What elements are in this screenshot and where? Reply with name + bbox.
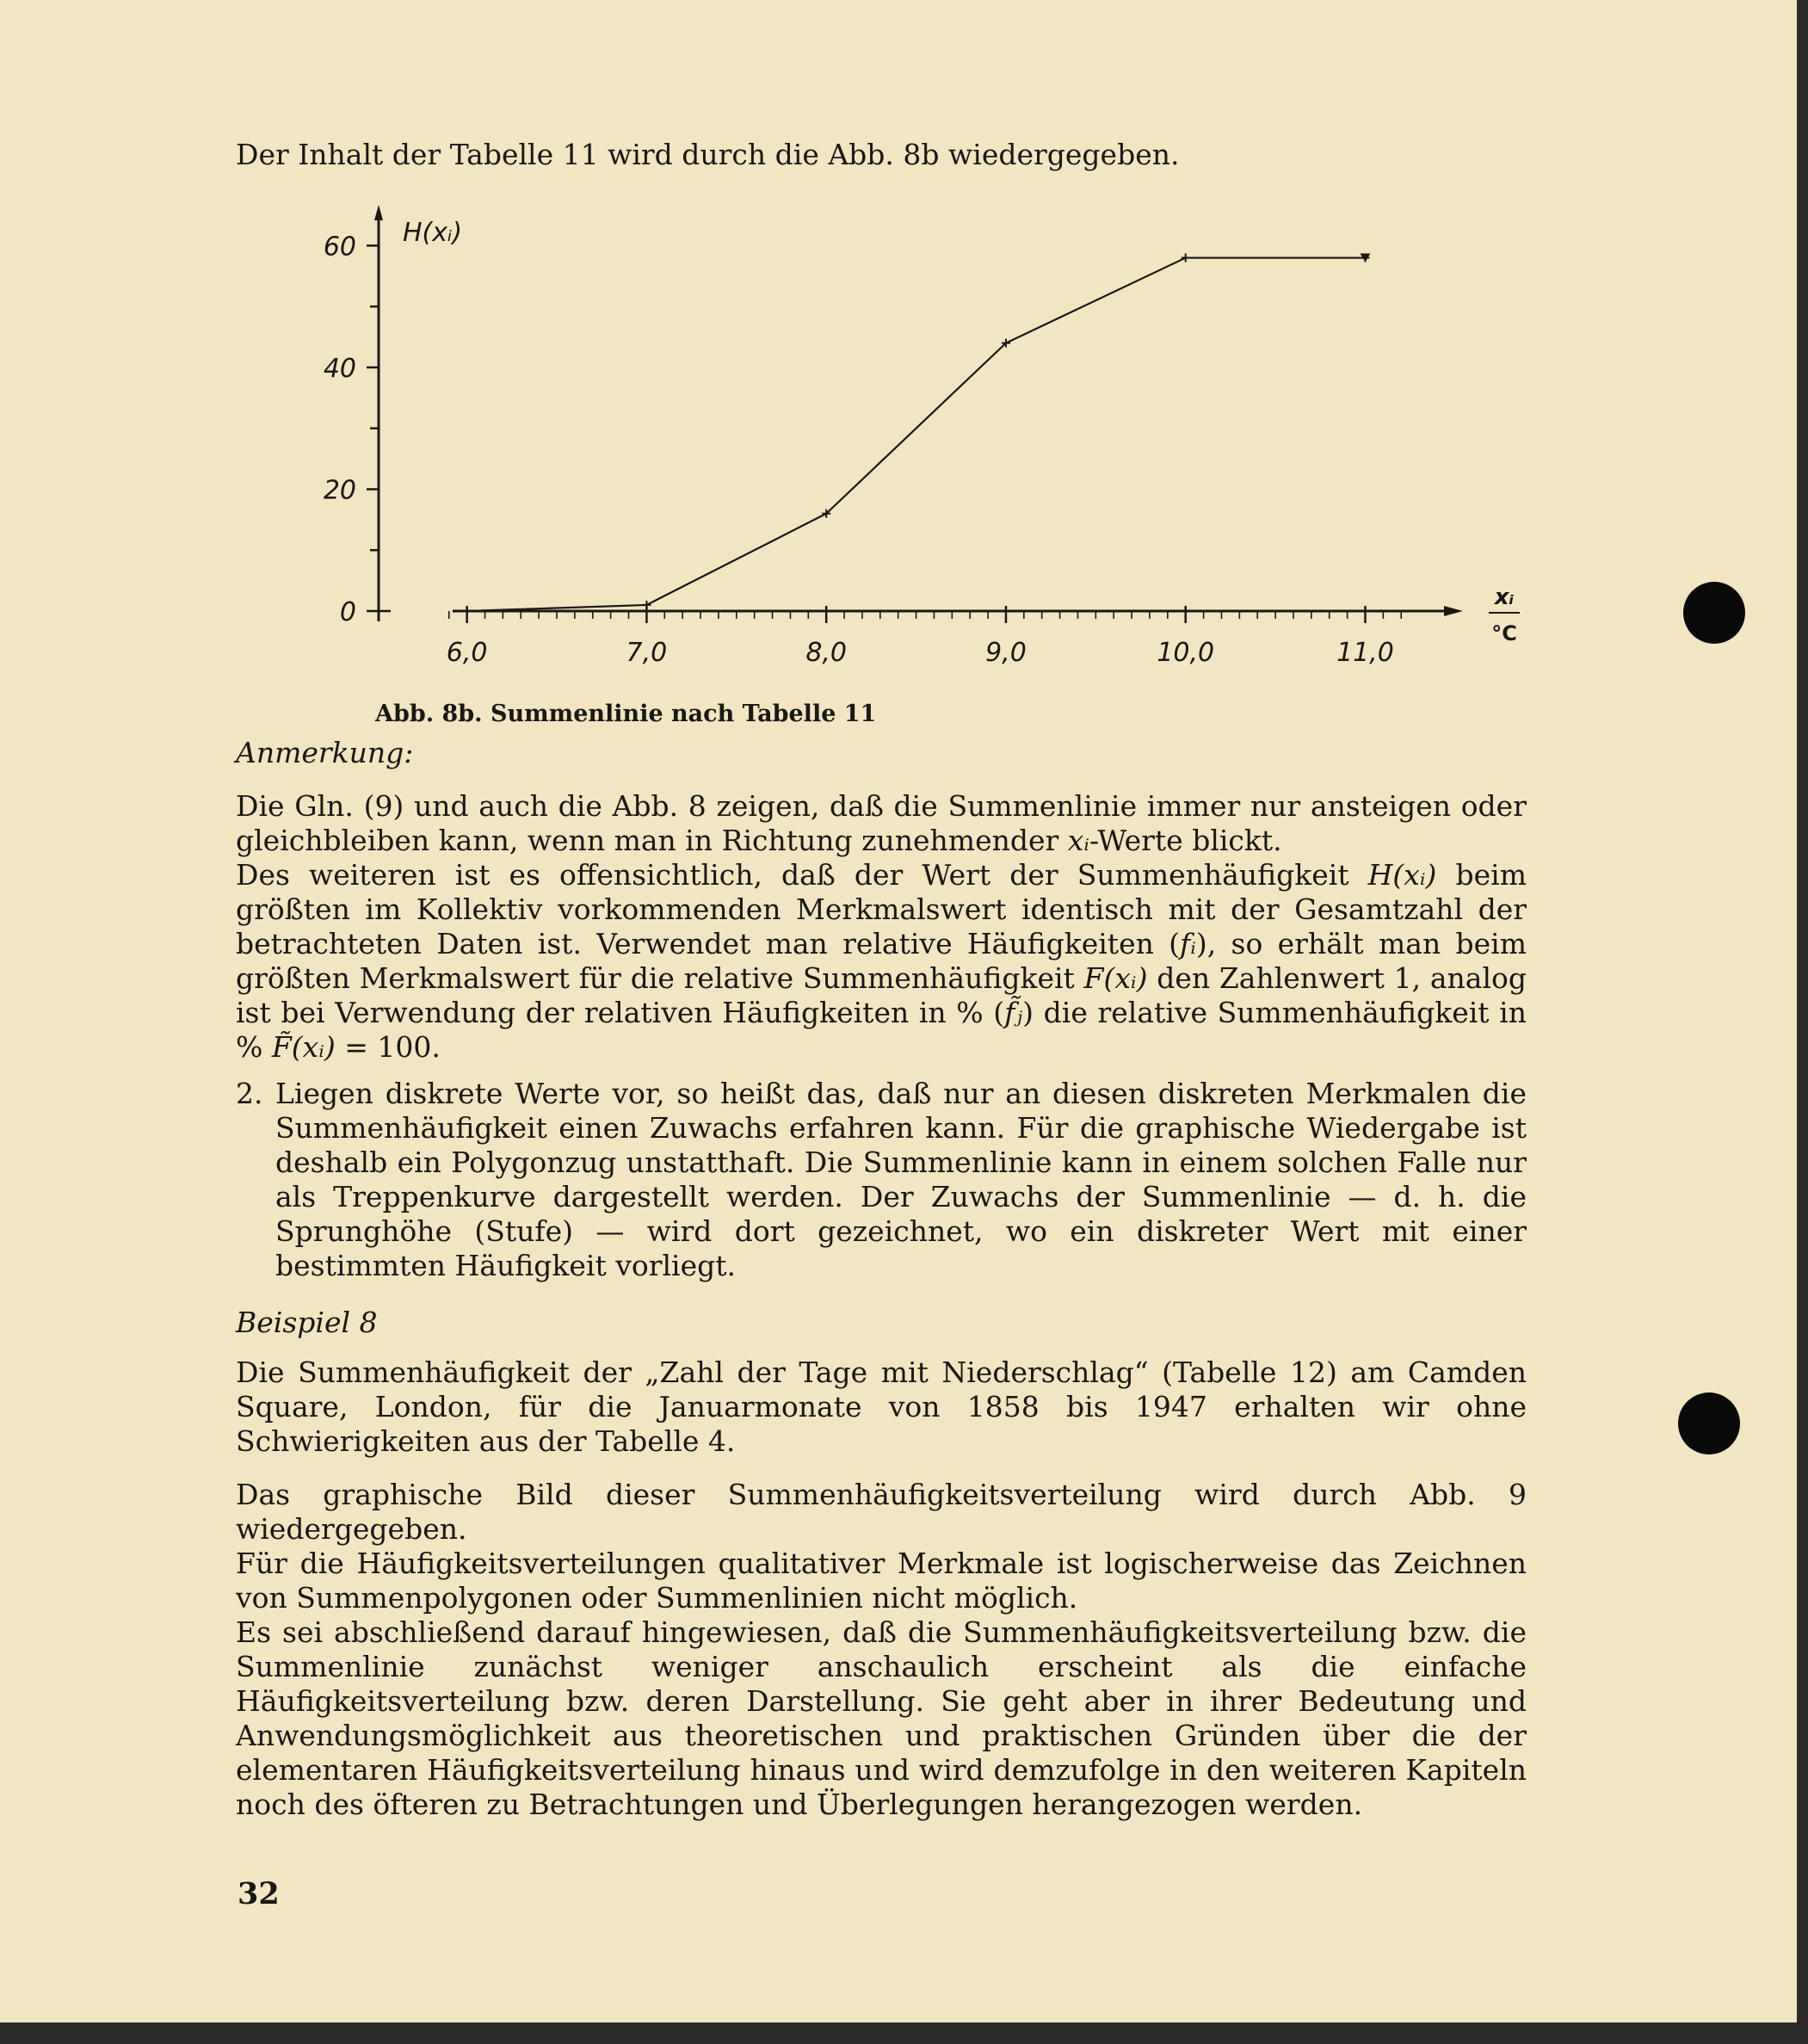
paragraph-6: Es sei abschließend darauf hingewiesen, daß die Summenhäufigkeitsverteilung bzw. die Summenlinie zunächst weniger anschaulich erscheint als die einfache Häufigkeitsverteilung bzw. deren Darstellung. Sie geht aber in ihrer Bedeutung und Anwendungsmöglichkeit aus theoretischen und praktischen Gründen über die der elementaren Häufigkeitsverteilung hinaus und wird demzufolge in den weiteren Kapiteln noch des öfteren zu Betrachtungen und Überlegungen herangezogen werden. bbox=[236, 1615, 1527, 1821]
punch-hole-bottom bbox=[1678, 1393, 1740, 1454]
paragraph-5: Für die Häufigkeitsverteilungen qualitativer Merkmale ist logischerweise das Zeichnen von Summenpolygonen oder Summenlinien nicht möglich. bbox=[236, 1547, 1527, 1615]
math-H-xi: H(xᵢ) bbox=[1367, 858, 1437, 892]
data-point bbox=[1182, 254, 1190, 262]
figure-caption: Abb. 8b. Summenlinie nach Tabelle 11 bbox=[375, 701, 877, 727]
numbered-item-2 bbox=[236, 1077, 1527, 1283]
paragraph-2-text-c: ), so erhält man beim größten Merkmalswert für die relative Summenhäufigkeit bbox=[236, 927, 1527, 995]
punch-hole-top bbox=[1683, 582, 1745, 644]
math-fj-tilde: f̃ⱼ bbox=[1004, 996, 1023, 1029]
math-fi: fᵢ bbox=[1180, 927, 1196, 960]
y-tick-label-20: 20 bbox=[323, 475, 356, 506]
beispiel-heading: Beispiel 8 bbox=[236, 1306, 378, 1339]
item-text: Liegen diskrete Werte vor, so heißt das, daß nur an diesen diskreten Merkmalen die Summenhäufigkeit einen Zuwachs erfahren kann. Für die graphische Wiedergabe ist deshalb ein Polygonzug unstatthaft. Die Summenlinie kann in einem solchen Falle nur als Treppenkurve dargestellt werden. Der Zuwachs der Summenlinie — d. h. die Sprunghöhe (Stufe) — wird dort gezeichnet, wo ein diskreter Wert mit einer bestimmten Häufigkeit vorliegt. bbox=[275, 1077, 1527, 1282]
y-tick-label-40: 40 bbox=[323, 353, 356, 384]
x-tick-label-7,0: 7,0 bbox=[626, 638, 668, 668]
math-F-tilde-xi: F̃(xᵢ) bbox=[271, 1030, 336, 1064]
paragraph-1-text-a: Die Gln. (9) und auch die Abb. 8 zeigen, daß die Summenlinie immer nur ansteigen oder gleichbleiben kann, wenn man in Richtung zunehmender bbox=[236, 789, 1527, 857]
paragraph-2-text-b: beim größten im Kollektiv vorkommenden Merkmalswert identisch mit der Gesamtzahl der betrachteten Daten ist. Verwendet man relative Häufigkeiten ( bbox=[236, 858, 1527, 960]
paragraph-2-text-f: = 100. bbox=[335, 1030, 441, 1064]
paragraph-4: Das graphische Bild dieser Summenhäufigkeitsverteilung wird durch Abb. 9 wiedergegeben. bbox=[236, 1478, 1527, 1546]
paragraph-1-text-b: -Werte blickt. bbox=[1089, 824, 1282, 857]
paragraph-2-text-e: ) die relative Summenhäufigkeit in % bbox=[236, 996, 1527, 1064]
paragraph-2-text-d: den Zahlenwert 1, analog ist bei Verwendung der relativen Häufigkeiten in % ( bbox=[236, 961, 1527, 1029]
intro-sentence: Der Inhalt der Tabelle 11 wird durch die Abb. 8b wiedergegeben. bbox=[236, 138, 1180, 171]
text-block bbox=[236, 138, 1527, 1822]
y-tick-label-0: 0 bbox=[339, 597, 356, 627]
paragraph-1 bbox=[236, 789, 1527, 858]
cumulative-frequency-chart bbox=[232, 198, 1517, 701]
x-tick-label-6,0: 6,0 bbox=[446, 638, 488, 668]
x-tick-label-9,0: 9,0 bbox=[985, 638, 1027, 668]
y-tick-label-60: 60 bbox=[323, 232, 356, 262]
x-tick-label-11,0: 11,0 bbox=[1336, 638, 1394, 668]
paragraph-3: Die Summenhäufigkeit der „Zahl der Tage mit Niederschlag“ (Tabelle 12) am Camden Square, London, für die Januarmonate von 1858 bis 1947 erhalten wir ohne Schwierigkeiten aus der Tabelle 4. bbox=[236, 1355, 1527, 1458]
x-tick-label-10,0: 10,0 bbox=[1157, 638, 1215, 668]
series-line bbox=[467, 258, 1366, 611]
paragraph-2-text-a: Des weiteren ist es offensichtlich, daß der Wert der Summenhäufigkeit bbox=[236, 858, 1368, 892]
math-xi: xᵢ bbox=[1067, 824, 1090, 857]
chart-root bbox=[324, 205, 1520, 668]
x-axis-label-bottom: °C bbox=[1491, 621, 1517, 645]
x-axis-arrow bbox=[1444, 606, 1463, 616]
y-axis-label: H(xᵢ) bbox=[403, 218, 463, 248]
math-F-xi: F(xᵢ) bbox=[1083, 961, 1148, 995]
data-point bbox=[642, 601, 651, 609]
anmerkung-heading: Anmerkung: bbox=[236, 736, 414, 769]
data-point bbox=[463, 607, 472, 615]
y-axis-arrow bbox=[374, 205, 383, 220]
paragraph-2 bbox=[236, 858, 1527, 1065]
x-axis-label-top: xᵢ bbox=[1494, 584, 1515, 610]
page-number: 32 bbox=[238, 1876, 280, 1911]
item-number: 2. bbox=[236, 1077, 263, 1110]
x-tick-label-8,0: 8,0 bbox=[805, 638, 848, 668]
